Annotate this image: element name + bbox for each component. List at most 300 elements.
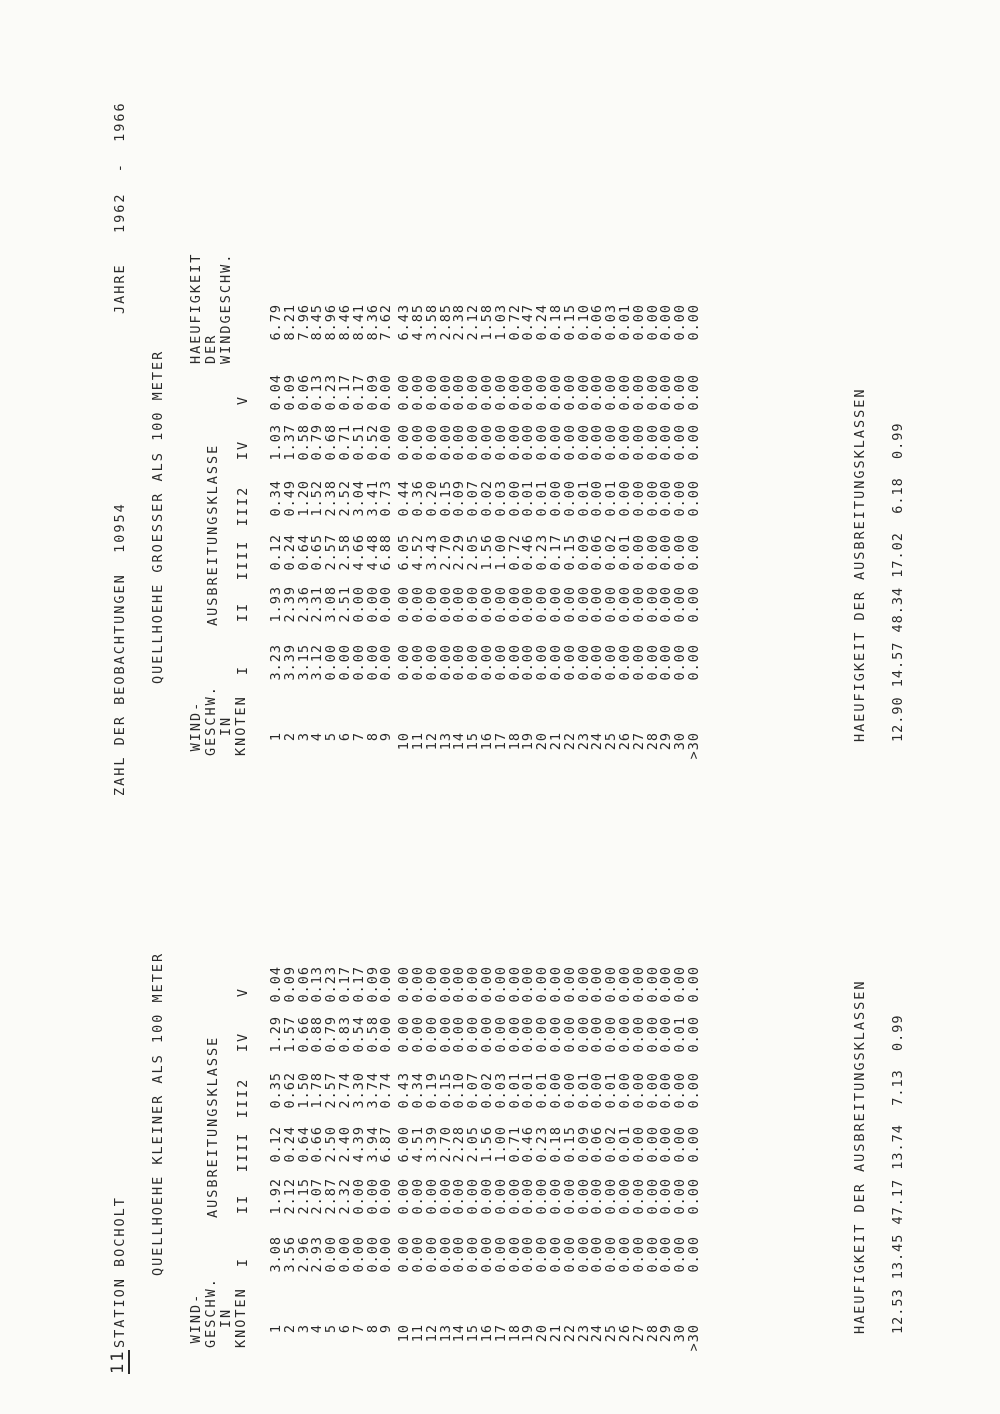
table-cell: 0.00 bbox=[603, 586, 620, 623]
table-cell: 0.01 bbox=[506, 1072, 523, 1109]
table-cell: 1.92 bbox=[268, 1178, 284, 1215]
table-cell: 0.01 bbox=[617, 534, 633, 571]
class-header: I bbox=[235, 1256, 251, 1268]
wind-speed-cell: 15 bbox=[465, 1324, 482, 1343]
frequency-cell: 0.00 bbox=[686, 304, 702, 341]
table-cell: 3.39 bbox=[423, 1126, 440, 1163]
wind-speed-cell: 7 bbox=[350, 1324, 367, 1334]
table-cell: 0.00 bbox=[686, 644, 702, 681]
wind-speed-cell: 25 bbox=[603, 1324, 620, 1343]
table-cell: 0.00 bbox=[617, 1236, 633, 1273]
table-cell: 0.00 bbox=[561, 1016, 578, 1053]
table-cell: 0.00 bbox=[451, 424, 468, 461]
table-cell: 0.00 bbox=[561, 1072, 578, 1109]
table-cell: 0.00 bbox=[423, 424, 440, 461]
table-cell: 0.00 bbox=[479, 644, 495, 681]
wind-speed-cell: 20 bbox=[534, 732, 551, 751]
wind-speed-header-line: KNOTEN bbox=[233, 695, 249, 756]
frequency-header-line: DER bbox=[203, 333, 219, 364]
station-name: STATION BOCHOLT bbox=[112, 1196, 128, 1348]
wind-speed-cell: 7 bbox=[350, 732, 367, 742]
frequency-cell: 3.58 bbox=[423, 304, 440, 341]
frequency-cell: 4.85 bbox=[410, 304, 426, 341]
table-cell: 0.12 bbox=[268, 1126, 284, 1163]
table-cell: 0.46 bbox=[520, 534, 537, 571]
table-cell: 0.00 bbox=[451, 1236, 468, 1273]
table-cell: 0.17 bbox=[337, 374, 353, 411]
table-cell: 0.00 bbox=[423, 374, 440, 411]
table-cell: 0.09 bbox=[364, 966, 381, 1003]
table-cell: 3.04 bbox=[350, 480, 367, 517]
table-cell: 0.00 bbox=[658, 644, 675, 681]
table-cell: 0.00 bbox=[423, 644, 440, 681]
table-cell: 2.93 bbox=[309, 1236, 326, 1273]
table-cell: 0.00 bbox=[672, 644, 689, 681]
table-cell: 0.00 bbox=[323, 644, 340, 681]
table-cell: 0.00 bbox=[672, 374, 689, 411]
class-header: IV bbox=[235, 1031, 251, 1053]
table-cell: 1.00 bbox=[492, 1126, 509, 1163]
table-cell: 0.00 bbox=[630, 1236, 647, 1273]
table-cell: 2.15 bbox=[295, 1178, 312, 1215]
table-cell: 0.00 bbox=[364, 1236, 381, 1273]
table-cell: 0.01 bbox=[603, 1072, 620, 1109]
table-cell: 0.00 bbox=[617, 644, 633, 681]
table-cell: 0.71 bbox=[506, 1126, 523, 1163]
table-cell: 0.00 bbox=[686, 534, 702, 571]
table-cell: 0.04 bbox=[268, 374, 284, 411]
table-cell: 2.70 bbox=[437, 534, 454, 571]
wind-speed-cell: 28 bbox=[644, 732, 661, 751]
table-cell: 0.00 bbox=[492, 586, 509, 623]
table-cell: 3.41 bbox=[364, 480, 381, 517]
table-cell: 0.06 bbox=[589, 1126, 606, 1163]
table-cell: 0.00 bbox=[589, 374, 606, 411]
table-cell: 0.07 bbox=[465, 1072, 482, 1109]
wind-speed-cell: 3 bbox=[295, 1324, 312, 1334]
table-cell: 0.00 bbox=[575, 424, 592, 461]
table-cell: 0.00 bbox=[520, 644, 537, 681]
table-cell: 0.00 bbox=[396, 966, 413, 1003]
table-cell: 0.00 bbox=[686, 1126, 702, 1163]
frequency-cell: 0.03 bbox=[603, 304, 620, 341]
table-cell: 0.00 bbox=[603, 1016, 620, 1053]
table-cell: 2.31 bbox=[309, 586, 326, 623]
frequency-cell: 2.12 bbox=[465, 304, 482, 341]
table-cell: 0.00 bbox=[644, 644, 661, 681]
table-cell: 0.00 bbox=[492, 644, 509, 681]
frequency-cell: 8.41 bbox=[350, 304, 367, 341]
table-cell: 6.05 bbox=[396, 534, 413, 571]
table-cell: 0.00 bbox=[589, 480, 606, 517]
frequency-cell: 6.79 bbox=[268, 304, 284, 341]
table-cell: 0.00 bbox=[465, 644, 482, 681]
table-cell: 0.00 bbox=[520, 1016, 537, 1053]
table-cell: 0.00 bbox=[350, 644, 367, 681]
table-cell: 0.00 bbox=[506, 966, 523, 1003]
table-cell: 0.00 bbox=[437, 966, 454, 1003]
wind-speed-cell: 3 bbox=[295, 732, 312, 742]
frequency-cell: 8.45 bbox=[309, 304, 326, 341]
table-cell: 0.00 bbox=[630, 1126, 647, 1163]
table-cell: 0.00 bbox=[686, 374, 702, 411]
table-cell: 0.18 bbox=[548, 1126, 564, 1163]
table-cell: 0.00 bbox=[350, 586, 367, 623]
table-cell: 4.52 bbox=[410, 534, 426, 571]
wind-speed-cell: >30 bbox=[686, 1324, 702, 1352]
table-cell: 0.02 bbox=[603, 1126, 620, 1163]
table-cell: 0.00 bbox=[658, 966, 675, 1003]
table-cell: 0.00 bbox=[479, 424, 495, 461]
table-cell: 1.57 bbox=[281, 1016, 298, 1053]
frequency-cell: 0.24 bbox=[534, 304, 551, 341]
table-cell: 0.00 bbox=[534, 1016, 551, 1053]
table-cell: 0.00 bbox=[492, 1236, 509, 1273]
frequency-cell: 0.10 bbox=[575, 304, 592, 341]
table-cell: 0.00 bbox=[575, 1236, 592, 1273]
table-cell: 0.00 bbox=[548, 424, 564, 461]
table-cell: 0.00 bbox=[561, 586, 578, 623]
table-cell: 0.00 bbox=[410, 1016, 426, 1053]
footer-label: HAEUFIGKEIT DER AUSBREITUNGSKLASSEN bbox=[852, 387, 868, 742]
wind-speed-cell: 18 bbox=[506, 1324, 523, 1343]
table-cell: 3.39 bbox=[281, 644, 298, 681]
table-cell: 0.00 bbox=[451, 644, 468, 681]
table-cell: 2.74 bbox=[337, 1072, 353, 1109]
table-cell: 0.00 bbox=[410, 374, 426, 411]
table-cell: 0.00 bbox=[575, 644, 592, 681]
table-cell: 0.66 bbox=[309, 1126, 326, 1163]
table-cell: 0.15 bbox=[561, 534, 578, 571]
table-cell: 0.00 bbox=[548, 374, 564, 411]
table-cell: 0.00 bbox=[617, 1178, 633, 1215]
table-cell: 0.79 bbox=[323, 1016, 340, 1053]
table-cell: 2.36 bbox=[295, 586, 312, 623]
table-cell: 0.00 bbox=[589, 644, 606, 681]
frequency-cell: 0.00 bbox=[630, 304, 647, 341]
table-cell: 0.34 bbox=[268, 480, 284, 517]
wind-speed-cell: 9 bbox=[378, 1324, 395, 1334]
table-cell: 6.87 bbox=[378, 1126, 395, 1163]
table-cell: 0.00 bbox=[534, 1178, 551, 1215]
table-cell: 0.00 bbox=[465, 1016, 482, 1053]
frequency-header-line: WINDGESCHW. bbox=[218, 252, 234, 364]
table-cell: 0.00 bbox=[630, 586, 647, 623]
wind-speed-cell: 26 bbox=[617, 732, 633, 751]
table-cell: 0.54 bbox=[350, 1016, 367, 1053]
table-cell: 0.00 bbox=[603, 1178, 620, 1215]
table-cell: 0.00 bbox=[506, 1178, 523, 1215]
table-cell: 0.00 bbox=[630, 534, 647, 571]
table-cell: 0.00 bbox=[520, 966, 537, 1003]
table-cell: 2.57 bbox=[323, 534, 340, 571]
table-cell: 0.00 bbox=[492, 1178, 509, 1215]
frequency-cell: 0.00 bbox=[672, 304, 689, 341]
frequency-cell: 8.21 bbox=[281, 304, 298, 341]
wind-speed-cell: 23 bbox=[575, 732, 592, 751]
table-cell: 0.01 bbox=[534, 480, 551, 517]
frequency-cell: 0.06 bbox=[589, 304, 606, 341]
table-cell: 0.00 bbox=[548, 1178, 564, 1215]
table-cell: 0.00 bbox=[644, 534, 661, 571]
table-cell: 0.09 bbox=[364, 374, 381, 411]
table-cell: 0.01 bbox=[603, 480, 620, 517]
table-cell: 0.00 bbox=[423, 966, 440, 1003]
table-cell: 2.57 bbox=[323, 1072, 340, 1109]
table-cell: 0.00 bbox=[589, 1236, 606, 1273]
wind-speed-cell: 10 bbox=[396, 1324, 413, 1343]
wind-speed-cell: 2 bbox=[281, 1324, 298, 1334]
wind-speed-cell: 29 bbox=[658, 1324, 675, 1343]
wind-speed-cell: 2 bbox=[281, 732, 298, 742]
table-cell: 0.00 bbox=[506, 374, 523, 411]
table-cell: 0.01 bbox=[520, 1072, 537, 1109]
table-cell: 0.00 bbox=[437, 586, 454, 623]
wind-speed-cell: 8 bbox=[364, 732, 381, 742]
table-cell: 2.05 bbox=[465, 534, 482, 571]
table-cell: 0.00 bbox=[561, 374, 578, 411]
table-cell: 0.02 bbox=[479, 1072, 495, 1109]
table-cell: 0.00 bbox=[520, 1178, 537, 1215]
table-cell: 0.68 bbox=[323, 424, 340, 461]
table-cell: 0.00 bbox=[410, 424, 426, 461]
table-cell: 0.65 bbox=[309, 534, 326, 571]
table-cell: 0.72 bbox=[506, 534, 523, 571]
table-cell: 0.00 bbox=[492, 374, 509, 411]
table-cell: 0.00 bbox=[451, 586, 468, 623]
table-cell: 0.00 bbox=[644, 586, 661, 623]
table-cell: 0.00 bbox=[465, 1236, 482, 1273]
wind-speed-cell: 25 bbox=[603, 732, 620, 751]
wind-speed-cell: 1 bbox=[268, 732, 284, 742]
table-cell: 0.09 bbox=[575, 1126, 592, 1163]
table-cell: 0.00 bbox=[548, 480, 564, 517]
table-cell: 0.00 bbox=[644, 480, 661, 517]
table-cell: 0.00 bbox=[658, 1016, 675, 1053]
table-cell: 2.38 bbox=[323, 480, 340, 517]
table-cell: 0.71 bbox=[337, 424, 353, 461]
wind-speed-cell: 23 bbox=[575, 1324, 592, 1343]
table-cell: 0.23 bbox=[534, 534, 551, 571]
group-header: AUSBREITUNGSKLASSE bbox=[205, 1035, 221, 1218]
table-cell: 0.00 bbox=[534, 644, 551, 681]
frequency-cell: 1.03 bbox=[492, 304, 509, 341]
table-cell: 0.00 bbox=[396, 374, 413, 411]
table-cell: 0.24 bbox=[281, 1126, 298, 1163]
table-cell: 0.00 bbox=[630, 1178, 647, 1215]
table-cell: 0.00 bbox=[520, 1236, 537, 1273]
table-cell: 0.00 bbox=[630, 424, 647, 461]
table-cell: 0.00 bbox=[492, 966, 509, 1003]
table-cell: 0.00 bbox=[658, 480, 675, 517]
table-cell: 0.51 bbox=[350, 424, 367, 461]
frequency-cell: 0.18 bbox=[548, 304, 564, 341]
table-cell: 0.23 bbox=[534, 1126, 551, 1163]
wind-speed-cell: 6 bbox=[337, 732, 353, 742]
table-cell: 0.00 bbox=[575, 966, 592, 1003]
wind-speed-cell: 10 bbox=[396, 732, 413, 751]
table-cell: 6.88 bbox=[378, 534, 395, 571]
table-cell: 0.00 bbox=[451, 374, 468, 411]
class-header: II bbox=[235, 601, 251, 623]
table-cell: 0.00 bbox=[410, 586, 426, 623]
wind-speed-cell: 27 bbox=[630, 732, 647, 751]
table-cell: 0.00 bbox=[410, 1178, 426, 1215]
table-cell: 0.00 bbox=[644, 374, 661, 411]
table-cell: 0.00 bbox=[410, 966, 426, 1003]
table-cell: 0.00 bbox=[423, 1016, 440, 1053]
table-cell: 0.00 bbox=[465, 424, 482, 461]
table-cell: 0.03 bbox=[492, 480, 509, 517]
table-cell: 0.00 bbox=[396, 424, 413, 461]
table-cell: 2.70 bbox=[437, 1126, 454, 1163]
table-cell: 0.00 bbox=[630, 1072, 647, 1109]
wind-speed-cell: 19 bbox=[520, 1324, 537, 1343]
footer-values: 12.90 14.57 48.34 17.02 6.18 0.99 bbox=[890, 422, 906, 742]
table-cell: 0.09 bbox=[575, 534, 592, 571]
wind-speed-cell: 4 bbox=[309, 732, 326, 742]
wind-speed-header-line: WIND- bbox=[188, 700, 204, 752]
table-cell: 3.30 bbox=[350, 1072, 367, 1109]
table-cell: 0.00 bbox=[686, 424, 702, 461]
table-cell: 0.00 bbox=[437, 1178, 454, 1215]
frequency-cell: 0.01 bbox=[617, 304, 633, 341]
wind-speed-cell: 18 bbox=[506, 732, 523, 751]
table-cell: 1.29 bbox=[268, 1016, 284, 1053]
class-header: V bbox=[235, 394, 251, 406]
frequency-cell: 0.47 bbox=[520, 304, 537, 341]
table-cell: 0.00 bbox=[644, 966, 661, 1003]
table-cell: 0.20 bbox=[423, 480, 440, 517]
wind-speed-cell: 11 bbox=[410, 732, 426, 751]
table-cell: 1.56 bbox=[479, 1126, 495, 1163]
wind-speed-cell: 20 bbox=[534, 1324, 551, 1343]
table-cell: 0.00 bbox=[520, 374, 537, 411]
wind-speed-header-line: GESCHW. bbox=[203, 1277, 219, 1348]
table-cell: 0.00 bbox=[506, 480, 523, 517]
table-cell: 0.06 bbox=[295, 374, 312, 411]
section-title: QUELLHOEHE GROESSER ALS 100 METER bbox=[150, 349, 166, 684]
table-cell: 0.00 bbox=[617, 586, 633, 623]
table-cell: 0.00 bbox=[479, 586, 495, 623]
frequency-cell: 8.96 bbox=[323, 304, 340, 341]
table-cell: 0.04 bbox=[268, 966, 284, 1003]
table-cell: 0.00 bbox=[630, 374, 647, 411]
table-cell: 0.00 bbox=[575, 586, 592, 623]
table-cell: 0.19 bbox=[423, 1072, 440, 1109]
table-cell: 2.96 bbox=[295, 1236, 312, 1273]
table-cell: 0.00 bbox=[378, 1016, 395, 1053]
table-cell: 1.00 bbox=[492, 534, 509, 571]
table-cell: 0.00 bbox=[465, 966, 482, 1003]
table-cell: 0.17 bbox=[350, 966, 367, 1003]
table-cell: 0.00 bbox=[548, 966, 564, 1003]
table-cell: 0.00 bbox=[672, 534, 689, 571]
table-cell: 0.17 bbox=[548, 534, 564, 571]
table-cell: 0.00 bbox=[672, 1178, 689, 1215]
table-cell: 0.00 bbox=[364, 1178, 381, 1215]
table-cell: 3.08 bbox=[268, 1236, 284, 1273]
frequency-cell: 8.46 bbox=[337, 304, 353, 341]
class-header: V bbox=[235, 986, 251, 998]
table-cell: 0.00 bbox=[603, 374, 620, 411]
table-cell: 0.00 bbox=[396, 586, 413, 623]
wind-speed-cell: 29 bbox=[658, 732, 675, 751]
table-cell: 0.00 bbox=[465, 374, 482, 411]
table-cell: 2.58 bbox=[337, 534, 353, 571]
table-cell: 0.00 bbox=[589, 424, 606, 461]
table-cell: 0.00 bbox=[686, 1072, 702, 1109]
table-cell: 3.08 bbox=[323, 586, 340, 623]
table-cell: 0.23 bbox=[323, 374, 340, 411]
table-cell: 0.00 bbox=[561, 644, 578, 681]
table-cell: 0.00 bbox=[451, 1178, 468, 1215]
wind-speed-cell: 30 bbox=[672, 732, 689, 751]
observation-count: ZAHL DER BEOBACHTUNGEN 10954 bbox=[112, 502, 128, 796]
wind-speed-cell: 5 bbox=[323, 732, 340, 742]
table-cell: 0.01 bbox=[672, 1016, 689, 1053]
table-cell: 2.05 bbox=[465, 1126, 482, 1163]
group-header: AUSBREITUNGSKLASSE bbox=[205, 443, 221, 626]
wind-speed-cell: 1 bbox=[268, 1324, 284, 1334]
table-cell: 0.00 bbox=[548, 1236, 564, 1273]
wind-speed-cell: 11 bbox=[410, 1324, 426, 1343]
table-cell: 0.00 bbox=[589, 1072, 606, 1109]
table-cell: 0.00 bbox=[686, 586, 702, 623]
wind-speed-cell: 17 bbox=[492, 1324, 509, 1343]
class-header: IIII bbox=[235, 1131, 251, 1173]
frequency-cell: 1.58 bbox=[479, 304, 495, 341]
wind-speed-cell: 22 bbox=[561, 1324, 578, 1343]
frequency-cell: 8.36 bbox=[364, 304, 381, 341]
table-cell: 0.00 bbox=[658, 1178, 675, 1215]
wind-speed-cell: 15 bbox=[465, 732, 482, 751]
table-cell: 0.00 bbox=[672, 1236, 689, 1273]
table-cell: 0.00 bbox=[617, 1016, 633, 1053]
footer-values: 12.53 13.45 47.17 13.74 7.13 0.99 bbox=[890, 1014, 906, 1334]
table-cell: 0.17 bbox=[337, 966, 353, 1003]
table-cell: 3.43 bbox=[423, 534, 440, 571]
wind-speed-cell: 14 bbox=[451, 1324, 468, 1343]
table-cell: 2.07 bbox=[309, 1178, 326, 1215]
table-cell: 0.00 bbox=[337, 644, 353, 681]
table-cell: 0.00 bbox=[658, 424, 675, 461]
table-cell: 0.00 bbox=[337, 1236, 353, 1273]
table-cell: 0.58 bbox=[295, 424, 312, 461]
table-cell: 0.62 bbox=[281, 1072, 298, 1109]
table-cell: 0.00 bbox=[686, 966, 702, 1003]
table-cell: 0.00 bbox=[506, 1236, 523, 1273]
table-cell: 0.00 bbox=[423, 1178, 440, 1215]
table-cell: 0.00 bbox=[617, 966, 633, 1003]
table-cell: 0.00 bbox=[672, 424, 689, 461]
table-cell: 0.00 bbox=[378, 644, 395, 681]
table-cell: 0.00 bbox=[686, 1016, 702, 1053]
frequency-cell: 0.72 bbox=[506, 304, 523, 341]
table-cell: 0.00 bbox=[658, 374, 675, 411]
table-cell: 0.00 bbox=[644, 1072, 661, 1109]
table-cell: 2.39 bbox=[281, 586, 298, 623]
table-cell: 0.00 bbox=[410, 1236, 426, 1273]
class-header: I bbox=[235, 664, 251, 676]
table-cell: 1.78 bbox=[309, 1072, 326, 1109]
table-cell: 1.56 bbox=[479, 534, 495, 571]
table-cell: 0.00 bbox=[672, 480, 689, 517]
wind-speed-cell: 5 bbox=[323, 1324, 340, 1334]
class-header: III2 bbox=[235, 485, 251, 527]
table-cell: 0.00 bbox=[589, 966, 606, 1003]
table-cell: 0.00 bbox=[396, 1016, 413, 1053]
